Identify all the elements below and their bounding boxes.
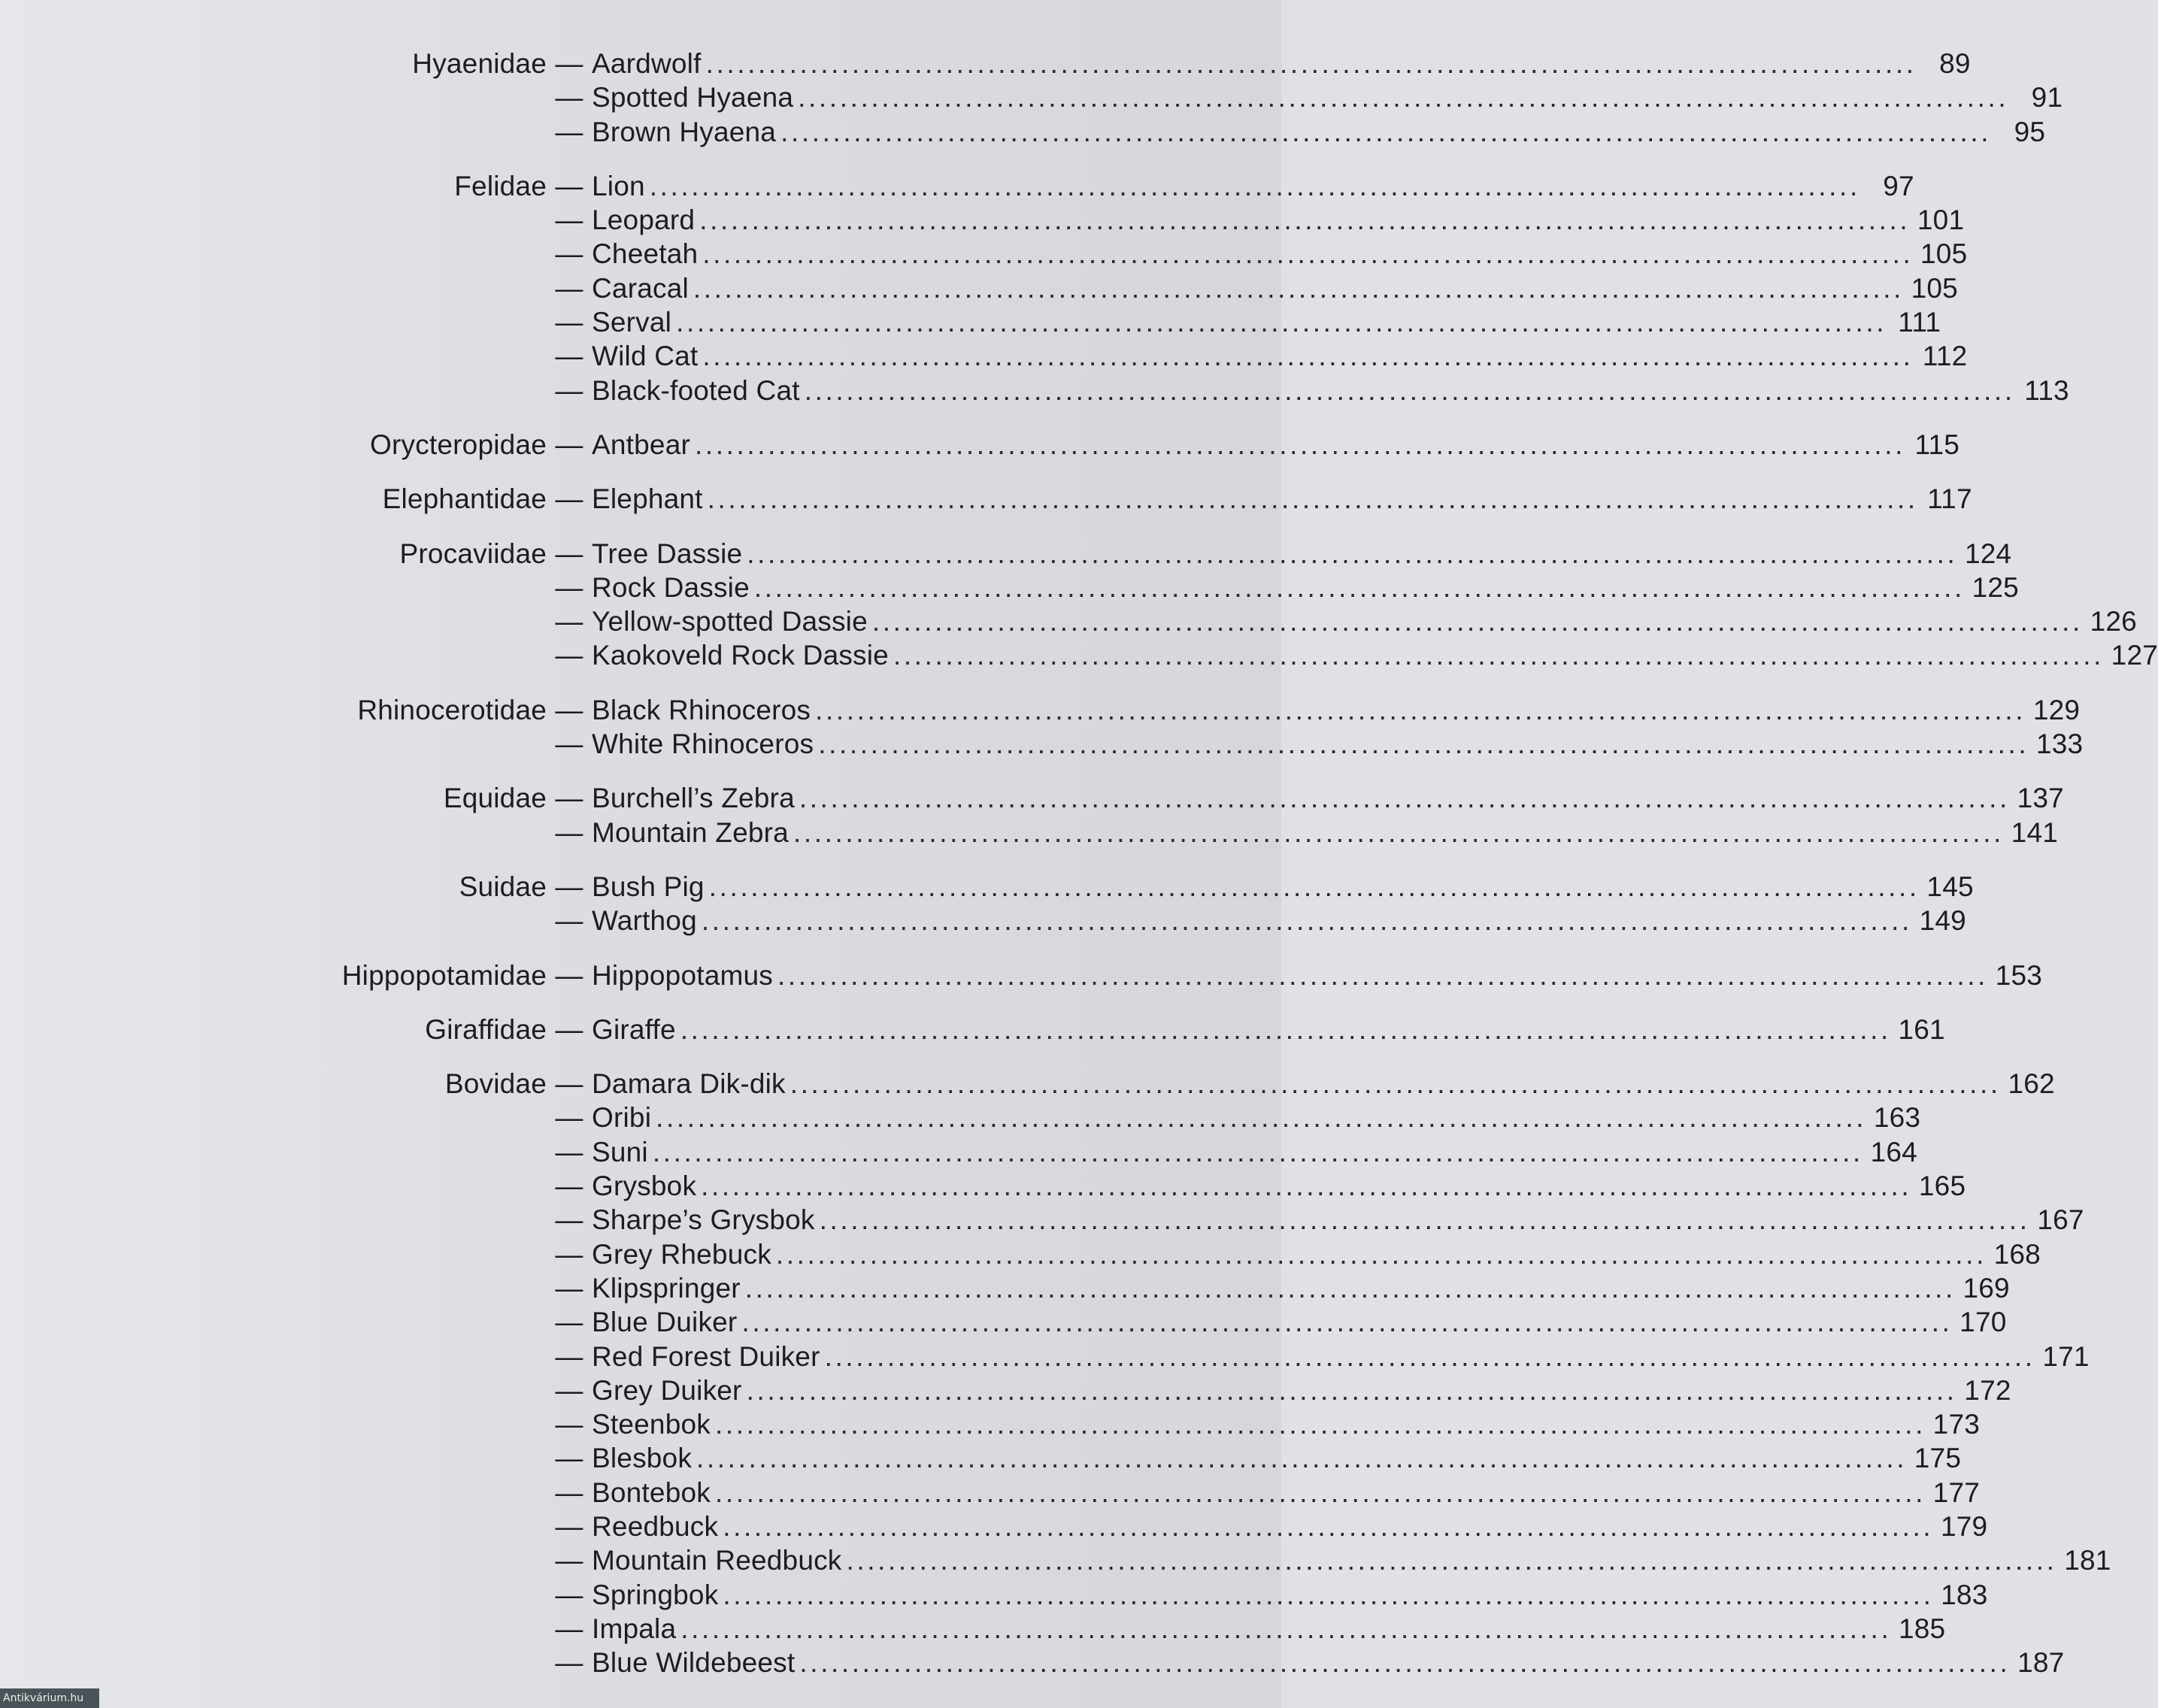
species-name: Sharpe’s Grysbok	[592, 1204, 815, 1236]
family-group-suidae	[0, 870, 1974, 938]
dot-leader: ....................................................................................................................	[753, 571, 1965, 603]
toc-row	[0, 169, 1914, 203]
page-number: 167	[2037, 1204, 2084, 1236]
page-number: 137	[2017, 783, 2064, 814]
species-name: Elephant	[592, 483, 703, 515]
toc-row	[0, 1271, 2010, 1305]
toc-row	[0, 1135, 1917, 1169]
toc-row	[0, 1476, 1981, 1510]
dot-leader: ....................................................................................................................	[649, 170, 1860, 201]
dot-leader: ....................................................................................................................	[699, 204, 1911, 236]
species-name: Blue Wildebeest	[592, 1647, 796, 1679]
species-name: Giraffe	[592, 1013, 676, 1045]
dot-leader: ....................................................................................................................	[824, 1340, 2035, 1372]
toc-row	[0, 870, 1974, 904]
dot-leader: ....................................................................................................................	[680, 1013, 1891, 1045]
toc-row	[0, 482, 1972, 516]
toc-row	[0, 537, 2012, 571]
dot-leader: ....................................................................................................................	[656, 1102, 1867, 1134]
family-name: Bovidae	[444, 1068, 547, 1100]
page-number: 165	[1918, 1170, 1966, 1202]
toc-row	[0, 1441, 1962, 1475]
page-number: 113	[2024, 374, 2069, 406]
toc-row	[0, 1510, 1988, 1543]
page-number: 181	[2064, 1545, 2111, 1576]
toc-row	[0, 1543, 2111, 1577]
page-number: 89	[1939, 48, 1971, 79]
toc-row	[0, 1013, 1945, 1046]
species-name: Hippopotamus	[592, 959, 773, 991]
page-number: 141	[2011, 816, 2059, 848]
dot-leader: ....................................................................................................................	[815, 694, 2026, 725]
dot-leader: ....................................................................................................................	[798, 82, 2009, 114]
dot-leader: ....................................................................................................................	[723, 1579, 1934, 1610]
toc-row	[0, 1373, 2011, 1407]
toc-row	[0, 604, 2137, 638]
em-dash: —	[555, 1204, 583, 1236]
species-name: Burchell’s Zebra	[592, 783, 795, 814]
page-number: 177	[1932, 1476, 1981, 1508]
dot-leader: ....................................................................................................................	[871, 606, 2083, 637]
toc-row	[0, 1101, 1921, 1134]
em-dash: —	[555, 1068, 583, 1100]
dot-leader: ....................................................................................................................	[676, 307, 1887, 338]
em-dash: —	[555, 640, 583, 671]
species-name: Klipspringer	[592, 1272, 741, 1304]
em-dash: —	[555, 341, 583, 372]
family-name: Orycteropidae	[370, 429, 547, 460]
dot-leader: ....................................................................................................................	[705, 48, 1917, 79]
toc-row	[0, 203, 1965, 237]
page-number: 187	[2017, 1647, 2065, 1679]
em-dash: —	[555, 1510, 583, 1542]
page-number: 105	[1911, 272, 1958, 304]
em-dash: —	[555, 783, 583, 814]
page-number: 112	[1922, 341, 1968, 372]
watermark: Antikvárium.hu	[0, 1688, 99, 1708]
em-dash: —	[555, 959, 583, 991]
page-number: 97	[1883, 170, 1914, 201]
species-name: Leopard	[592, 204, 696, 236]
page-number: 125	[1972, 571, 2019, 603]
family-name: Suidae	[459, 871, 547, 902]
page-number: 161	[1898, 1013, 1945, 1045]
family-name: Elephantidae	[382, 483, 547, 515]
table-of-contents	[0, 47, 2158, 1700]
em-dash: —	[555, 272, 583, 304]
dot-leader: ....................................................................................................................	[790, 1068, 2001, 1100]
family-name: Hippopotamidae	[341, 959, 547, 991]
species-name: Reedbuck	[592, 1510, 719, 1542]
species-name: Aardwolf	[592, 48, 702, 79]
page-number: 170	[1959, 1307, 2007, 1338]
family-group-rhinocerotidae	[0, 693, 2084, 762]
em-dash: —	[555, 204, 583, 236]
species-name: Bontebok	[592, 1476, 711, 1508]
species-name: Grysbok	[592, 1170, 697, 1202]
em-dash: —	[555, 694, 583, 725]
family-group-felidae	[0, 169, 2069, 407]
toc-row	[0, 1340, 2090, 1373]
species-name: Caracal	[592, 272, 689, 304]
family-group-procaviidae	[0, 537, 2158, 673]
toc-row	[0, 727, 2084, 761]
page-number: 171	[2042, 1340, 2090, 1372]
page-number: 124	[1965, 538, 2012, 569]
species-name: Tree Dassie	[592, 538, 743, 569]
family-group-hyaenidae	[0, 47, 2063, 149]
dot-leader: ....................................................................................................................	[702, 238, 1914, 270]
page-number: 111	[1898, 307, 1941, 338]
em-dash: —	[555, 905, 583, 937]
dot-leader: ....................................................................................................................	[707, 483, 1918, 515]
toc-row	[0, 115, 2046, 149]
species-name: Suni	[592, 1136, 648, 1167]
page-number: 162	[2008, 1068, 2055, 1100]
toc-row	[0, 693, 2081, 727]
page-number: 164	[1870, 1136, 1917, 1167]
em-dash: —	[555, 116, 583, 147]
species-name: Mountain Reedbuck	[592, 1545, 842, 1576]
species-name: Spotted Hyaena	[592, 82, 794, 114]
toc-row	[0, 816, 2059, 849]
species-name: Black-footed Cat	[592, 374, 800, 406]
dot-leader: ....................................................................................................................	[818, 728, 2029, 760]
dot-leader: ....................................................................................................................	[799, 1647, 2011, 1679]
family-name: Giraffidae	[425, 1013, 547, 1045]
species-name: Rock Dassie	[592, 571, 750, 603]
toc-row	[0, 1203, 2084, 1237]
page-number: 117	[1927, 483, 1972, 515]
family-group-bovidae	[0, 1067, 2111, 1679]
family-name: Felidae	[454, 170, 547, 201]
page-number: 145	[1926, 871, 1974, 902]
page-number: 168	[1993, 1238, 2041, 1270]
dot-leader: ....................................................................................................................	[652, 1136, 1863, 1167]
em-dash: —	[555, 1613, 583, 1644]
toc-row	[0, 1305, 2007, 1339]
toc-row	[0, 1578, 1988, 1612]
toc-row	[0, 271, 1958, 305]
species-name: Mountain Zebra	[592, 816, 789, 848]
dot-leader: ....................................................................................................................	[819, 1204, 2030, 1236]
em-dash: —	[555, 429, 583, 460]
em-dash: —	[555, 1307, 583, 1338]
family-name: Procaviidae	[399, 538, 547, 569]
species-name: Yellow-spotted Dassie	[592, 606, 868, 637]
dot-leader: ....................................................................................................................	[744, 1272, 1956, 1304]
em-dash: —	[555, 606, 583, 637]
dot-leader: ....................................................................................................................	[804, 374, 2015, 406]
species-name: Wild Cat	[592, 341, 699, 372]
family-name: Hyaenidae	[412, 48, 547, 79]
toc-row	[0, 339, 1968, 373]
dot-leader: ....................................................................................................................	[780, 116, 1992, 147]
page-number: 126	[2090, 606, 2137, 637]
page-number: 153	[1995, 959, 2043, 991]
species-name: Grey Duiker	[592, 1374, 742, 1406]
em-dash: —	[555, 48, 583, 79]
dot-leader: ....................................................................................................................	[775, 1238, 1987, 1270]
page-number: 91	[2031, 82, 2063, 114]
page-number: 183	[1941, 1579, 1988, 1610]
dot-leader: ....................................................................................................................	[747, 538, 1958, 569]
toc-row	[0, 1612, 1946, 1646]
species-name: Grey Rhebuck	[592, 1238, 771, 1270]
em-dash: —	[555, 307, 583, 338]
page-number: 129	[2032, 694, 2081, 725]
family-name: Rhinocerotidae	[357, 694, 547, 725]
page-number: 163	[1873, 1102, 1921, 1134]
species-name: Warthog	[592, 905, 697, 937]
family-group-orycteropidae	[0, 428, 1960, 462]
em-dash: —	[555, 1443, 583, 1474]
species-name: Oribi	[592, 1102, 652, 1134]
species-name: Brown Hyaena	[592, 116, 777, 147]
toc-row	[0, 237, 1968, 271]
species-name: Impala	[592, 1613, 677, 1644]
em-dash: —	[555, 1238, 583, 1270]
toc-row	[0, 1407, 1981, 1441]
toc-row	[0, 904, 1966, 937]
dot-leader: ....................................................................................................................	[701, 1170, 1912, 1202]
em-dash: —	[555, 1647, 583, 1679]
em-dash: —	[555, 238, 583, 270]
em-dash: —	[555, 1409, 583, 1440]
toc-row	[0, 571, 2019, 604]
dot-leader: ....................................................................................................................	[793, 816, 2005, 848]
family-group-equidae	[0, 781, 2064, 849]
em-dash: —	[555, 1545, 583, 1576]
toc-row	[0, 781, 2064, 815]
toc-row	[0, 374, 2069, 407]
toc-row	[0, 1067, 2055, 1101]
em-dash: —	[555, 871, 583, 902]
dot-leader: ....................................................................................................................	[799, 783, 2010, 814]
em-dash: —	[555, 1374, 583, 1406]
page-number: 149	[1919, 905, 1966, 937]
em-dash: —	[555, 483, 583, 515]
toc-row	[0, 80, 2063, 114]
toc-row	[0, 1237, 2041, 1271]
species-name: Red Forest Duiker	[592, 1340, 820, 1372]
dot-leader: ....................................................................................................................	[746, 1374, 1957, 1406]
dot-leader: ....................................................................................................................	[777, 959, 1989, 991]
toc-row	[0, 305, 1941, 339]
species-name: Serval	[592, 307, 672, 338]
toc-row	[0, 638, 2158, 672]
toc-row	[0, 958, 2043, 992]
species-name: Steenbok	[592, 1409, 711, 1440]
page-number: 179	[1940, 1510, 1988, 1542]
species-name: Cheetah	[592, 238, 699, 270]
em-dash: —	[555, 1013, 583, 1045]
page-number: 133	[2035, 728, 2084, 760]
page-number: 172	[1964, 1374, 2011, 1406]
em-dash: —	[555, 1136, 583, 1167]
species-name: Antbear	[592, 429, 690, 460]
page-number: 169	[1963, 1272, 2010, 1304]
species-name: Damara Dik-dik	[592, 1068, 786, 1100]
em-dash: —	[555, 1170, 583, 1202]
dot-leader: ....................................................................................................................	[846, 1545, 2057, 1576]
em-dash: —	[555, 82, 583, 114]
dot-leader: ....................................................................................................................	[702, 341, 1914, 372]
family-group-elephantidae	[0, 482, 1972, 516]
em-dash: —	[555, 1272, 583, 1304]
em-dash: —	[555, 1476, 583, 1508]
dot-leader: ....................................................................................................................	[893, 640, 2105, 671]
toc-row	[0, 47, 1971, 80]
dot-leader: ....................................................................................................................	[693, 272, 1904, 304]
page-number: 95	[2014, 116, 2046, 147]
page-number: 101	[1917, 204, 1965, 236]
species-name: Lion	[592, 170, 645, 201]
family-name: Equidae	[443, 783, 547, 814]
family-group-giraffidae	[0, 1013, 1945, 1046]
dot-leader: ....................................................................................................................	[696, 1443, 1908, 1474]
page-number: 127	[2111, 640, 2158, 671]
dot-leader: ....................................................................................................................	[714, 1409, 1926, 1440]
toc-row	[0, 428, 1960, 462]
em-dash: —	[555, 728, 583, 760]
em-dash: —	[555, 571, 583, 603]
dot-leader: ....................................................................................................................	[708, 871, 1920, 902]
dot-leader: ....................................................................................................................	[741, 1307, 1953, 1338]
page-number: 175	[1914, 1443, 1962, 1474]
species-name: Springbok	[592, 1579, 719, 1610]
em-dash: —	[555, 170, 583, 201]
family-group-hippopotamidae	[0, 958, 2043, 992]
dot-leader: ....................................................................................................................	[680, 1613, 1892, 1644]
dot-leader: ....................................................................................................................	[714, 1476, 1926, 1508]
em-dash: —	[555, 1340, 583, 1372]
species-name: White Rhinoceros	[592, 728, 814, 760]
dot-leader: ....................................................................................................................	[723, 1510, 1934, 1542]
dot-leader: ....................................................................................................................	[701, 905, 1912, 937]
toc-row	[0, 1646, 2065, 1679]
page-number: 115	[1914, 429, 1960, 460]
em-dash: —	[555, 1579, 583, 1610]
species-name: Blesbok	[592, 1443, 693, 1474]
em-dash: —	[555, 374, 583, 406]
toc-row	[0, 1169, 1966, 1203]
species-name: Black Rhinoceros	[592, 694, 811, 725]
em-dash: —	[555, 538, 583, 569]
page-number: 185	[1898, 1613, 1946, 1644]
dot-leader: ....................................................................................................................	[695, 429, 1906, 460]
em-dash: —	[555, 1102, 583, 1134]
species-name: Blue Duiker	[592, 1307, 738, 1338]
species-name: Bush Pig	[592, 871, 705, 902]
species-name: Kaokoveld Rock Dassie	[592, 640, 889, 671]
page-number: 173	[1932, 1409, 1981, 1440]
em-dash: —	[555, 816, 583, 848]
page-number: 105	[1920, 238, 1968, 270]
